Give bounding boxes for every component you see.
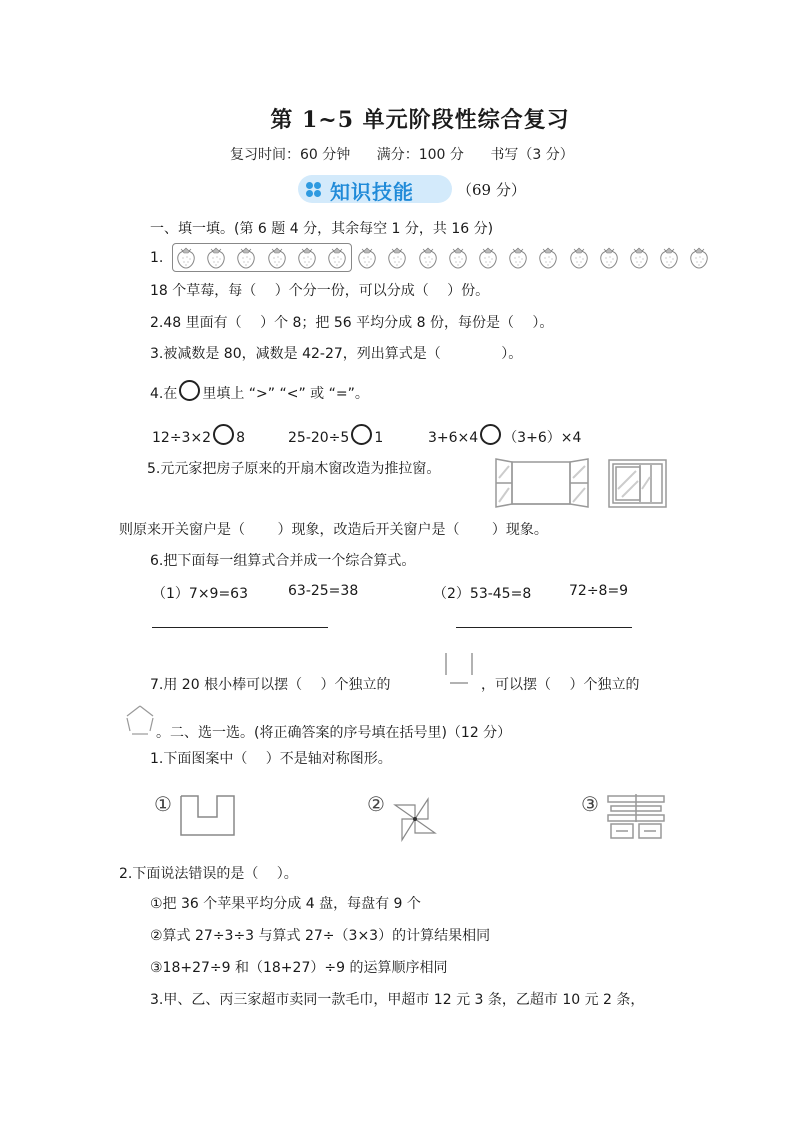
exam-full-score: 满分：100 分: [376, 147, 464, 163]
s2-q2-option-2: ②算式 27÷3÷3 与算式 27÷（3×3）的计算结果相同: [150, 928, 491, 944]
strawberry-icon: [387, 247, 405, 267]
s2-q2-option-1: ①把 36 个苹果平均分成 4 盘，每盘有 9 个: [150, 896, 421, 912]
strawberry-icon: [448, 247, 466, 267]
option-2-label: ②: [367, 792, 385, 816]
exam-time: 复习时间：60 分钟: [230, 147, 351, 163]
page-title: 第 1~5 单元阶段性综合复习: [270, 107, 570, 133]
section-2-heading: 。二、选一选。(将正确答案的序号填在括号里)（12 分）: [156, 725, 512, 741]
section-1-heading: 一、填一填。(第 6 题 4 分，其余每空 1 分，共 16 分): [150, 221, 494, 237]
q6-answer-line-1[interactable]: [152, 627, 328, 628]
square-sticks-icon: [444, 651, 474, 687]
q1-text: 18 个草莓，每（ ）个分一份，可以分成（ ）份。: [150, 283, 490, 299]
strawberry-icon: [267, 247, 285, 267]
casement-window-icon: [494, 458, 590, 510]
strawberry-icon: [478, 247, 496, 267]
q4-prefix: 4.在: [150, 386, 178, 402]
q1-number: 1.: [150, 250, 164, 266]
strawberry-icon: [659, 247, 677, 267]
compare-circle-1[interactable]: [213, 424, 234, 445]
compare-circle-2[interactable]: [351, 424, 372, 445]
exam-writing-score: 书写（3 分）: [490, 147, 574, 163]
banner-label: 知识技能: [330, 180, 414, 204]
q6-answer-line-2[interactable]: [456, 627, 632, 628]
pinwheel-figure: [393, 797, 435, 841]
q4-suffix: 里填上 “>” “<” 或 “=”。: [202, 386, 369, 402]
strawberry-icon: [569, 247, 587, 267]
strawberry-icon: [297, 247, 315, 267]
s2-q2-option-3: ③18+27÷9 和（18+27）÷9 的运算顺序相同: [150, 960, 448, 976]
q2-text: 2.48 里面有（ ）个 8；把 56 平均分成 8 份，每份是（ ）。: [150, 315, 554, 331]
option-3-label: ③: [581, 792, 599, 816]
option-1-label: ①: [154, 792, 172, 816]
clover-icon: [306, 182, 322, 198]
strawberry-icon: [508, 247, 526, 267]
q6-group2-expr2: 72÷8=9: [569, 583, 629, 599]
s2-q1-text: 1.下面图案中（ ）不是轴对称图形。: [150, 751, 392, 767]
q4-expr-2: [288, 424, 383, 446]
expr-right: 1: [374, 430, 384, 446]
u-shape-figure: [180, 795, 236, 837]
q4-expr-1: [152, 424, 245, 446]
strawberry-icon: [418, 247, 436, 267]
q7-part2: ，可以摆（ ）个独立的: [481, 677, 640, 693]
sliding-window-icon: [608, 459, 668, 509]
strawberry-group-box: [172, 243, 352, 272]
expr-left: 25-20÷5: [288, 430, 350, 446]
expr-right: 8: [236, 430, 246, 446]
q4-expr-3: [428, 424, 581, 447]
strawberry-icon: [176, 247, 194, 267]
q7-part1: 7.用 20 根小棒可以摆（ ）个独立的: [150, 677, 391, 693]
strawberry-icon: [357, 247, 375, 267]
expr-left: 12÷3×2: [152, 430, 212, 446]
banner-score: （69 分）: [457, 181, 526, 199]
compare-circle-3[interactable]: [480, 424, 501, 445]
s2-q3-text: 3.甲、乙、丙三家超市卖同一款毛巾，甲超市 12 元 3 条，乙超市 10 元 2 条，: [150, 992, 645, 1008]
s2-q2-text: 2.下面说法错误的是（ ）。: [119, 866, 298, 882]
strawberry-icon: [206, 247, 224, 267]
strawberry-icon: [689, 247, 707, 267]
q5-answer-line: 则原来开关窗户是（ ）现象，改造后开关窗户是（ ）现象。: [119, 522, 548, 538]
strawberry-icon: [538, 247, 556, 267]
double-happiness-figure: [607, 794, 665, 840]
strawberry-icon: [629, 247, 647, 267]
expr-right: （3+6）×4: [503, 430, 582, 446]
pentagon-sticks-icon: [125, 705, 155, 735]
q6-group2-expr1: （2）53-45=8: [433, 586, 532, 602]
strawberry-icon: [236, 247, 254, 267]
q6-group1-expr2: 63-25=38: [288, 583, 359, 599]
strawberry-icon: [599, 247, 617, 267]
section-banner: [298, 175, 452, 203]
q6-text: 6.把下面每一组算式合并成一个综合算式。: [150, 553, 416, 569]
q6-group1-expr1: （1）7×9=63: [152, 586, 248, 602]
strawberry-icon: [327, 247, 345, 267]
circle-icon: [179, 380, 200, 401]
q3-text: 3.被减数是 80，减数是 42-27，列出算式是（ ）。: [150, 346, 523, 362]
expr-left: 3+6×4: [428, 430, 479, 446]
q5-text: 5.元元家把房子原来的开扇木窗改造为推拉窗。: [147, 461, 441, 477]
q4-text: [150, 380, 369, 403]
exam-info: [230, 144, 596, 164]
